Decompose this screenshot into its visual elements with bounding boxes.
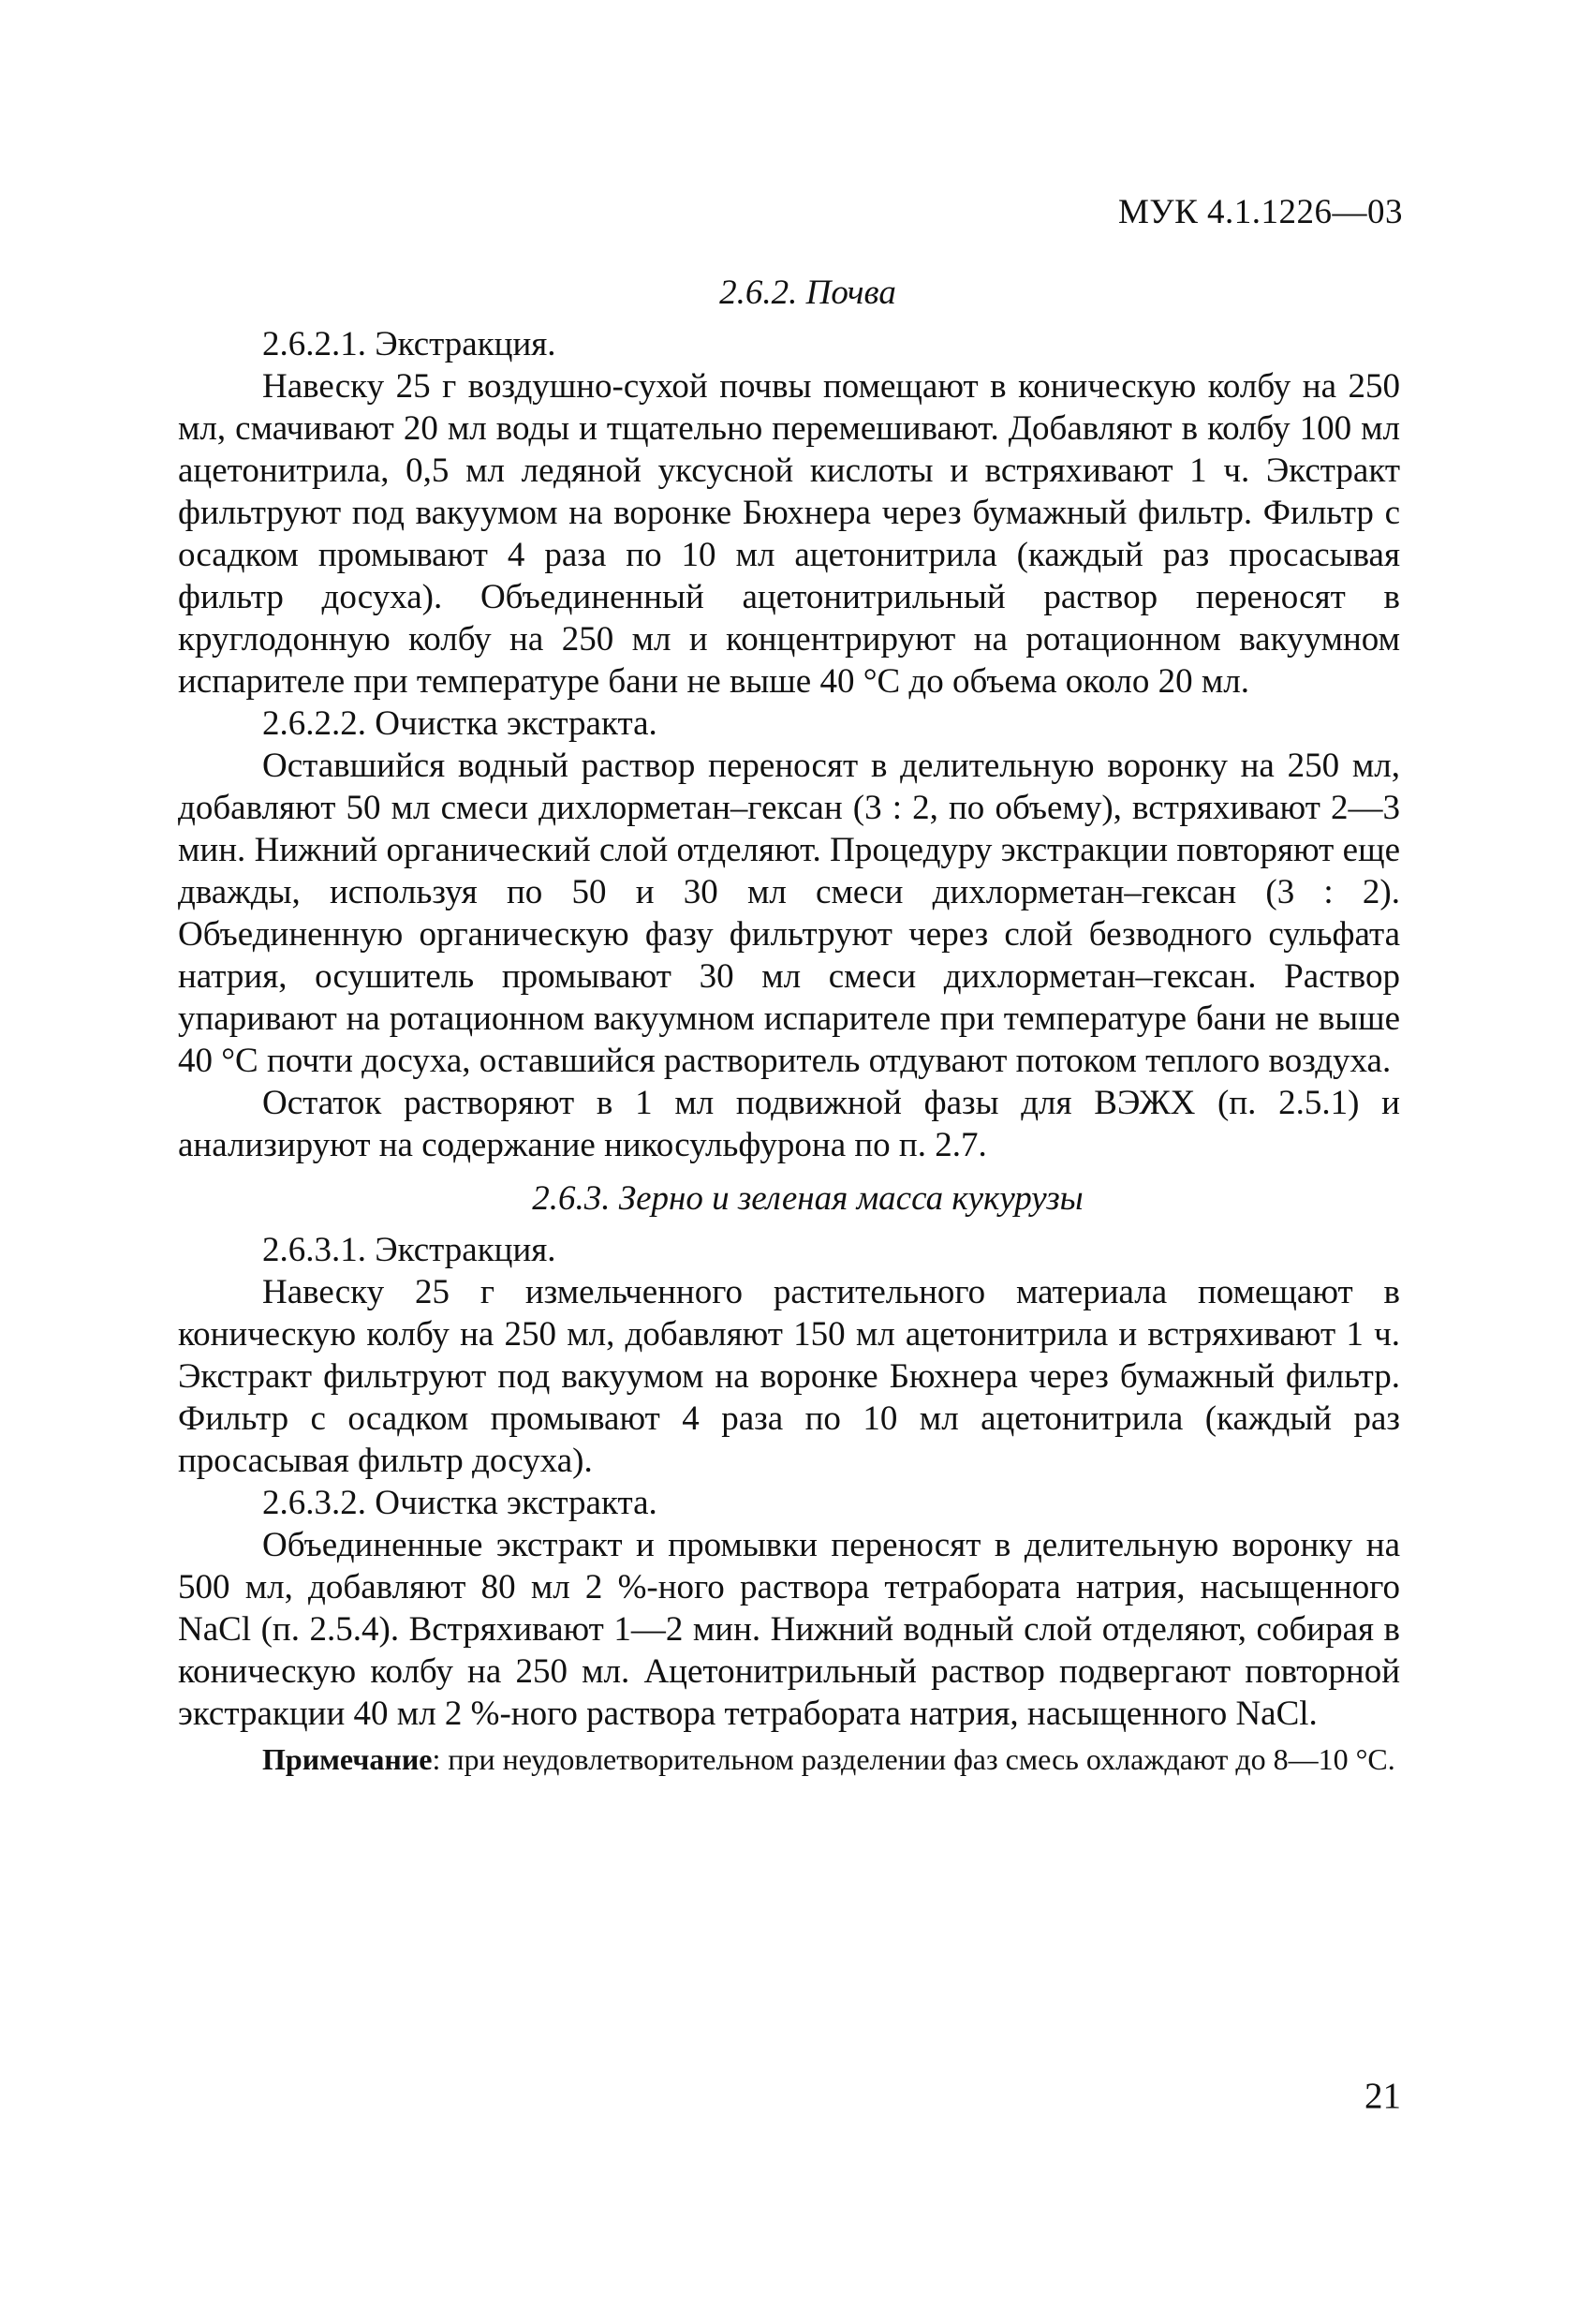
- subheading-corn-extraction: 2.6.3.1. Экстракция.: [262, 1231, 556, 1269]
- note-text: : при неудовлетворительном разделении фаз смесь охлаждают до 8—10 °С.: [432, 1742, 1395, 1776]
- paragraph-soil-residue: Остаток растворяют в 1 мл подвижной фазы для ВЭЖХ (п. 2.5.1) и анализируют на содержание никосульфурона по п. 2.7.: [178, 1084, 1400, 1164]
- note-label: Примечание: [262, 1742, 433, 1776]
- document-code: МУК 4.1.1226—03: [1117, 193, 1403, 231]
- section-title-corn: 2.6.3. Зерно и зеленая масса кукурузы: [532, 1179, 1084, 1218]
- note: [178, 1740, 1400, 1778]
- subheading-corn-cleanup: 2.6.3.2. Очистка экстракта.: [262, 1484, 657, 1522]
- paragraph-corn-cleanup: Объединенные экстракт и промывки переносят в делительную воронку на 500 мл, добавляют 80 мл 2 %-ного раствора тетрабората натрия, насыщенного NaCl (п. 2.5.4). Встряхивают 1—2 мин. Нижний водный слой отделяют, собирая в коническую колбу на 250 мл. Ацетонитрильный раствор подвергают повторной экстракции 40 мл 2 %-ного раствора тетрабората натрия, насыщенного NaCl.: [178, 1526, 1400, 1733]
- paragraph-corn-extraction: Навеску 25 г измельченного растительного материала помещают в коническую колбу на 250 мл, добавляют 150 мл ацетонитрила и встряхивают 1 ч. Экстракт фильтруют под вакуумом на воронке Бюхнера через бумажный фильтр. Фильтр с осадком промывают 4 раза по 10 мл ацетонитрила (каждый раз просасывая фильтр досуха).: [178, 1273, 1400, 1480]
- page-number: 21: [1364, 2076, 1401, 2116]
- subheading-soil-extraction: 2.6.2.1. Экстракция.: [262, 325, 556, 363]
- page-content: [178, 272, 1400, 1778]
- paragraph-soil-cleanup: Оставшийся водный раствор переносят в делительную воронку на 250 мл, добавляют 50 мл смеси дихлорметан–гексан (3 : 2, по объему), встряхивают 2—3 мин. Нижний органический слой отделяют. Процедуру экстракции повторяют еще дважды, используя по 50 и 30 мл смеси дихлорметан–гексан (3 : 2). Объединенную органическую фазу фильтруют через слой безводного сульфата натрия, осушитель промывают 30 мл смеси дихлорметан–гексан. Раствор упаривают на ротационном вакуумном испарителе при температуре бани не выше 40 °С почти досуха, оставшийся растворитель отдувают потоком теплого воздуха.: [178, 747, 1400, 1080]
- subheading-soil-cleanup: 2.6.2.2. Очистка экстракта.: [262, 704, 657, 743]
- paragraph-soil-extraction: Навеску 25 г воздушно-сухой почвы помещают в коническую колбу на 250 мл, смачивают 20 мл воды и тщательно перемешивают. Добавляют в колбу 100 мл ацетонитрила, 0,5 мл ледяной уксусной кислоты и встряхивают 1 ч. Экстракт фильтруют под вакуумом на воронке Бюхнера через бумажный фильтр. Фильтр с осадком промывают 4 раза по 10 мл ацетонитрила (каждый раз просасывая фильтр досуха). Объединенный ацетонитрильный раствор переносят в круглодонную колбу на 250 мл и концентрируют на ротационном вакуумном испарителе при температуре бани не выше 40 °С до объема около 20 мл.: [178, 367, 1400, 701]
- section-title-soil: 2.6.2. Почва: [719, 274, 896, 312]
